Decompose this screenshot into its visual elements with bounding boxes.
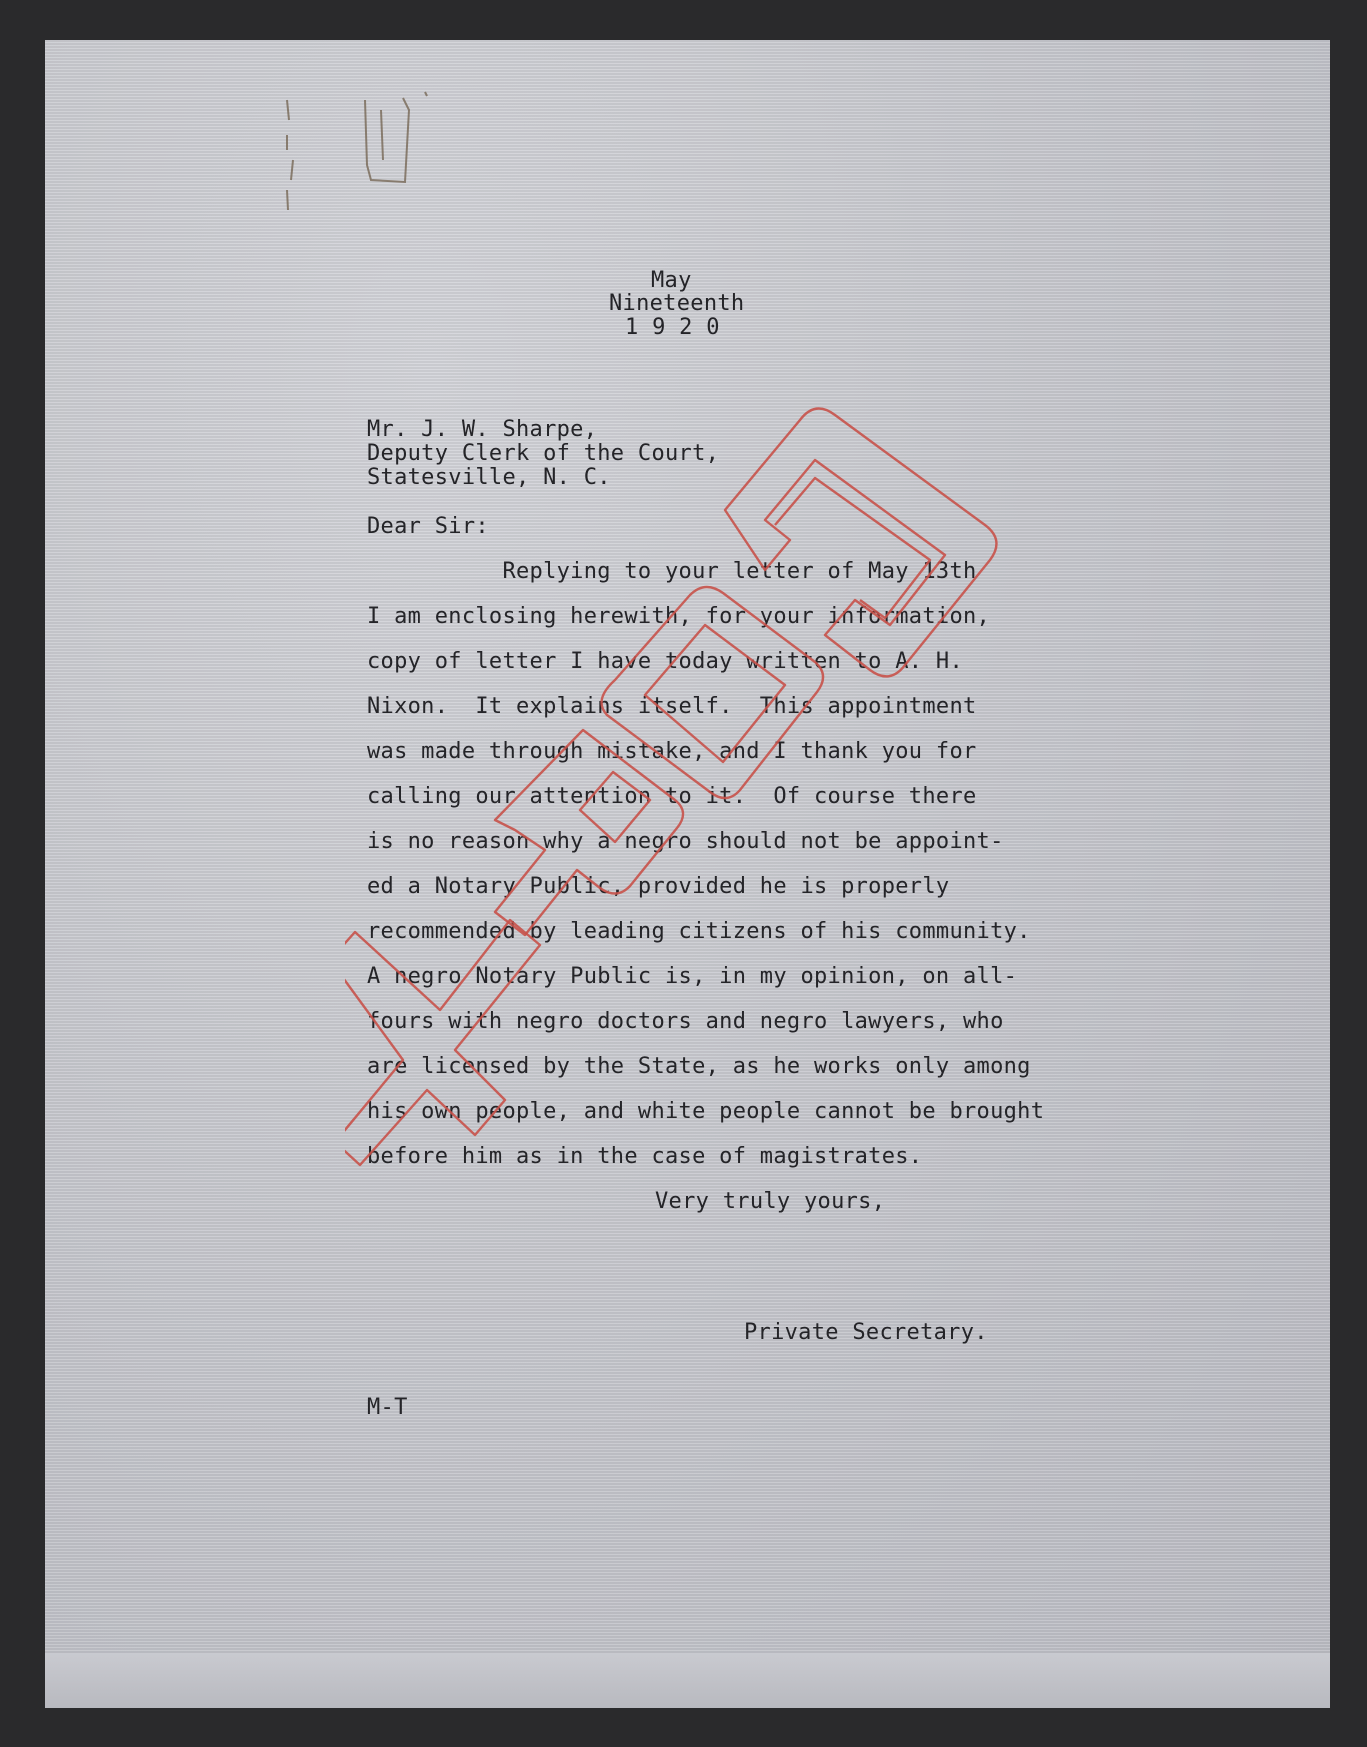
body-line-2: I am enclosing herewith, for your information, — [367, 604, 991, 629]
stamp-letter-c-inner — [775, 478, 930, 618]
paper-bottom-edge — [45, 1653, 1330, 1708]
body-line-12: are licensed by the State, as he works only among — [367, 1054, 1031, 1079]
body-line-14: before him as in the case of magistrates. — [367, 1144, 923, 1169]
body-line-6: calling our attention to it. Of course there — [367, 784, 977, 809]
closing: Very truly yours, — [655, 1189, 886, 1214]
body-line-9: recommended by leading citizens of his community. — [367, 919, 1031, 944]
address-line-1: Mr. J. W. Sharpe, — [367, 417, 598, 442]
stamp-letter-c — [725, 409, 996, 677]
body-line-1: Replying to your letter of May 13th — [367, 559, 977, 584]
stamp-letter-y — [345, 920, 540, 1165]
body-line-10: A negro Notary Public is, in my opinion, on all- — [367, 964, 1018, 989]
letter-sheet — [45, 40, 1330, 1708]
body-line-5: was made through mistake, and I thank you for — [367, 739, 977, 764]
body-line-13: his own people, and white people cannot be brought — [367, 1099, 1045, 1124]
salutation: Dear Sir: — [367, 514, 489, 539]
address-line-2: Deputy Clerk of the Court, — [367, 441, 720, 466]
body-line-3: copy of letter I have today written to A. H. — [367, 649, 963, 674]
body-line-4: Nixon. It explains itself. This appointment — [367, 694, 977, 719]
body-line-11: fours with negro doctors and negro lawyers, who — [367, 1009, 1004, 1034]
date-year: 1 9 2 0 — [625, 315, 720, 340]
body-line-7: is no reason why a negro should not be appoint- — [367, 829, 1004, 854]
date-day: Nineteenth — [609, 291, 745, 316]
staple-marks — [285, 90, 485, 220]
date-month: May — [651, 268, 692, 293]
body-line-8: ed a Notary Public, provided he is properly — [367, 874, 950, 899]
address-line-3: Statesville, N. C. — [367, 465, 611, 490]
typist-initials: M-T — [367, 1395, 408, 1420]
signature-title: Private Secretary. — [744, 1320, 988, 1345]
